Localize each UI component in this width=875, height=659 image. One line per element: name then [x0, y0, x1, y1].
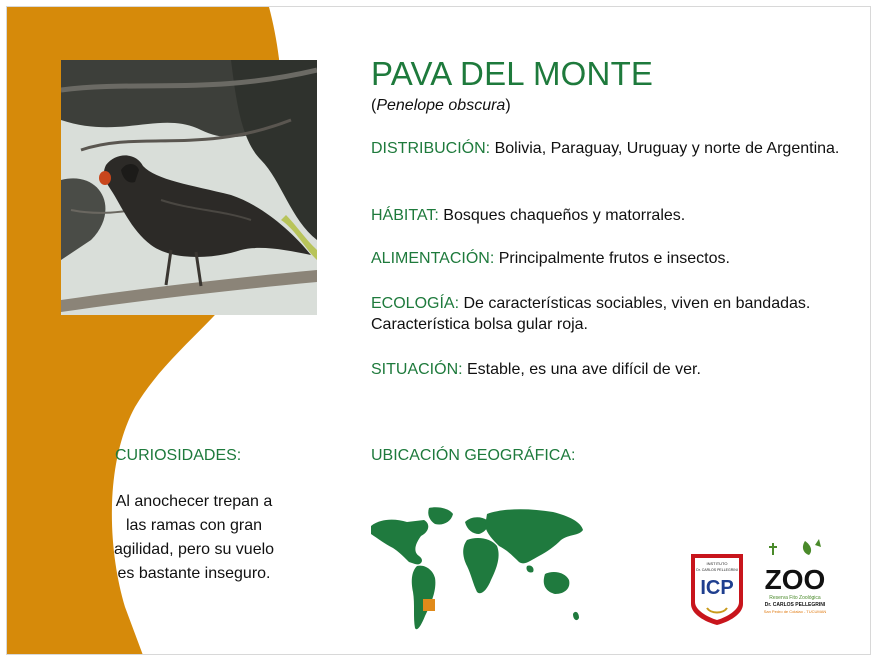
fact-status: [371, 359, 851, 380]
fact-ecology: [371, 293, 821, 335]
icp-logo-sub: Dr. CARLOS PELLEGRINI: [696, 568, 738, 572]
fact-feeding: [371, 248, 851, 269]
curiosities-title: CURIOSIDADES:: [115, 447, 242, 464]
zoo-logo-line1: Reserva Fito Zoológica: [769, 595, 821, 601]
scientific-paren-close: ): [505, 97, 511, 114]
fact-label: ECOLOGÍA:: [371, 295, 460, 312]
curiosities-line: es bastante inseguro.: [117, 565, 271, 582]
fact-label: ALIMENTACIÓN:: [371, 250, 495, 267]
zoo-logo-line2: Dr. CARLOS PELLEGRINI: [764, 602, 826, 608]
info-card: [6, 6, 871, 655]
zoo-logo-name: ZOO: [764, 564, 826, 595]
zoo-logo-line3: San Pedro de Colalao - TUCUMAN: [763, 609, 827, 614]
bird-photo: [61, 60, 317, 315]
fact-text: Principalmente frutos e insectos.: [494, 250, 730, 267]
icp-logo-letters: ICP: [700, 577, 734, 599]
fact-text: Bosques chaqueños y matorrales.: [438, 207, 686, 224]
range-marker: [423, 599, 435, 611]
fact-label: DISTRIBUCIÓN:: [371, 140, 491, 157]
scientific-name-text: Penelope obscura: [376, 97, 506, 114]
fact-text: Estable, es una ave difícil de ver.: [462, 361, 701, 378]
fact-habitat: [371, 205, 851, 226]
curiosities-line: Al anochecer trepan a: [115, 493, 273, 510]
fact-distribution: [371, 138, 851, 159]
scientific-name: [371, 95, 851, 116]
icp-logo: [689, 552, 745, 626]
fact-label: SITUACIÓN:: [371, 361, 463, 378]
location-title: UBICACIÓN GEOGRÁFICA:: [371, 447, 576, 464]
fact-label: HÁBITAT:: [371, 207, 439, 224]
world-map: [369, 504, 587, 636]
zoo-logo: [759, 539, 831, 621]
fact-text: De características sociables, viven en bandadas. Característica bolsa gular roja.: [371, 295, 811, 333]
fact-text: Bolivia, Paraguay, Uruguay y norte de Argentina.: [490, 140, 840, 157]
curiosities-line: agilidad, pero su vuelo: [113, 541, 275, 558]
curiosities-line: las ramas con gran: [125, 517, 263, 534]
page-title: PAVA DEL MONTE: [371, 55, 654, 92]
icp-logo-top: INSTITUTO: [706, 561, 728, 566]
scientific-paren-open: (: [371, 97, 377, 114]
curiosities-text: [99, 490, 289, 586]
